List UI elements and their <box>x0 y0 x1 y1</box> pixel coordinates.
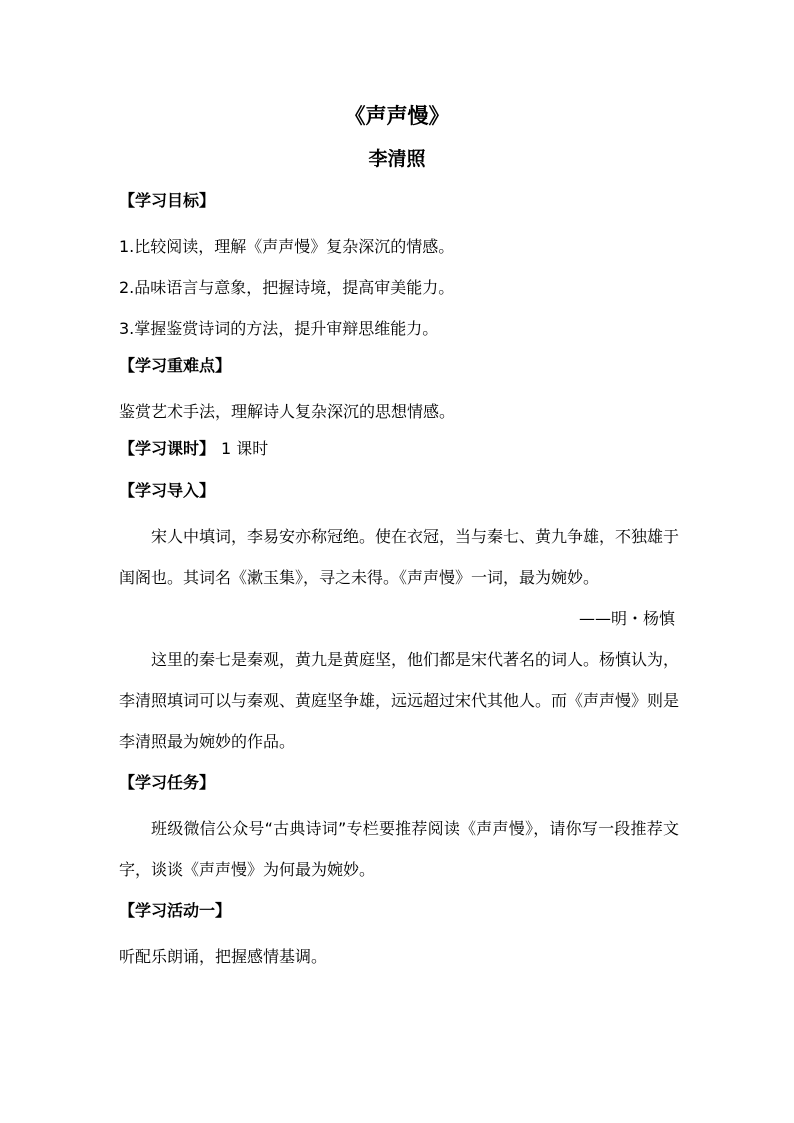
objective-item-1: 1.比较阅读，理解《声声慢》复杂深沉的情感。 <box>119 237 455 256</box>
introduction-quote: 宋人中填词，李易安亦称冠绝。使在衣冠，当与秦七、黄九争雄，不独雄于闺阁也。其词名《漱玉集》，寻之未得。《声声慢》一词，最为婉妙。 <box>119 527 680 587</box>
quote-attribution: ——明・杨慎 <box>578 609 675 628</box>
section-heading-duration <box>119 432 679 466</box>
section-heading-introduction: 【学习导入】 <box>119 481 216 500</box>
key-points-text: 鉴赏艺术手法，理解诗人复杂深沉的思想情感。 <box>119 402 456 421</box>
duration-value: 1 课时 <box>221 439 269 458</box>
section-heading-key-points: 【学习重难点】 <box>119 356 232 375</box>
section-heading-activity-one: 【学习活动一】 <box>119 901 232 920</box>
objective-item-3: 3.掌握鉴赏诗词的方法，提升审辩思维能力。 <box>119 319 439 338</box>
section-heading-objectives: 【学习目标】 <box>119 191 216 210</box>
section-heading-task: 【学习任务】 <box>119 773 216 792</box>
document-title: 《声声慢》 <box>344 104 450 128</box>
activity-one-text: 听配乐朗诵，把握感情基调。 <box>119 947 328 966</box>
duration-heading-label: 【学习课时】 <box>119 439 216 458</box>
task-text: 班级微信公众号“古典诗词”专栏要推荐阅读《声声慢》，请你写一段推荐文字，谈谈《声声慢》为何最为婉妙。 <box>119 819 679 879</box>
objective-item-2: 2.品味语言与意象，把握诗境，提高审美能力。 <box>119 278 455 297</box>
introduction-explanation: 这里的秦七是秦观，黄九是黄庭坚，他们都是宋代著名的词人。杨慎认为，李清照填词可以与秦观、黄庭坚争雄，远远超过宋代其他人。而《声声慢》则是李清照最为婉妙的作品。 <box>119 650 680 751</box>
author-name: 李清照 <box>368 148 426 170</box>
document-body <box>119 184 679 977</box>
